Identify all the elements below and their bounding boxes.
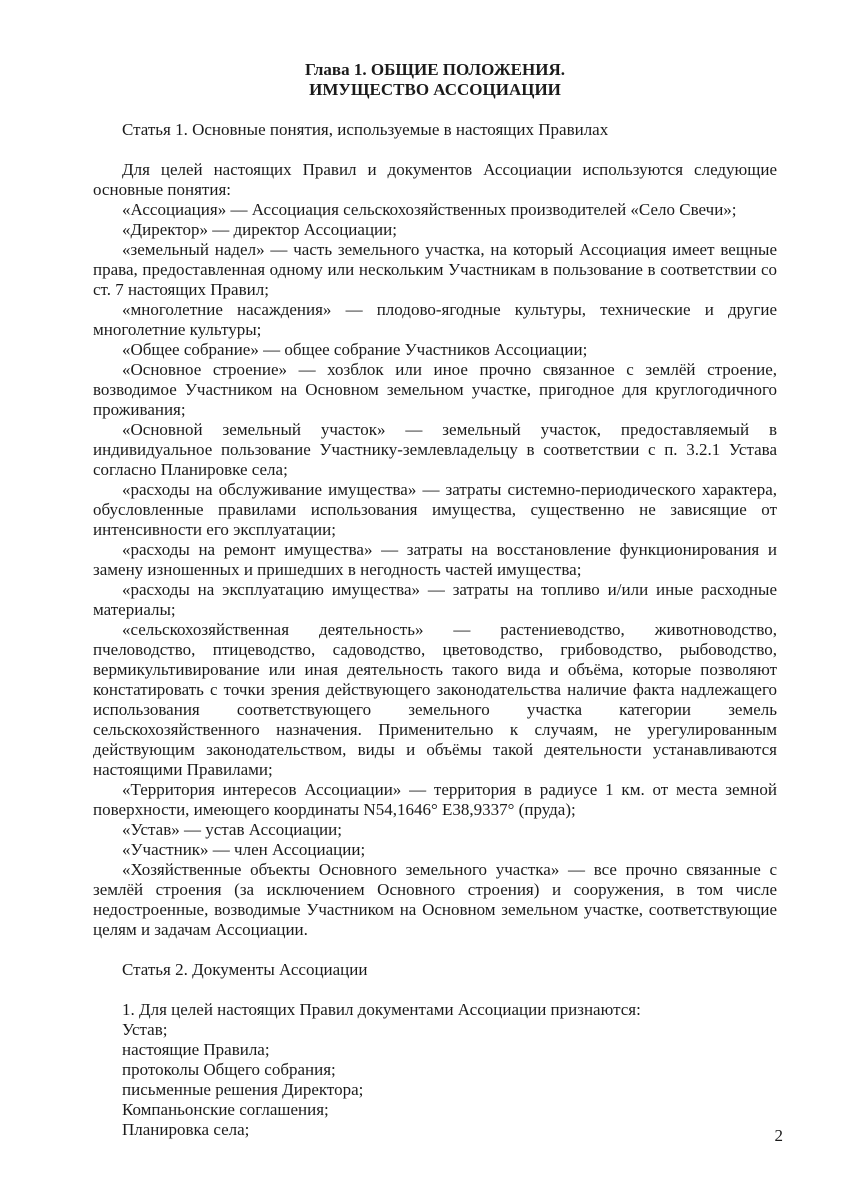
definition-paragraph: «Ассоциация» — Ассоциация сельскохозяйственных производителей «Село Свечи»; bbox=[122, 200, 737, 219]
chapter-title-line-2: ИМУЩЕСТВО АССОЦИАЦИИ bbox=[309, 80, 561, 99]
definition-paragraph: «Общее собрание» — общее собрание Участников Ассоциации; bbox=[122, 340, 588, 359]
definition-paragraph: «Основной земельный участок» — земельный участок, предоставляемый в индивидуальное пользование Участнику-землевладельцу в соответствии с п. 3.2.1 Устава согласно Планировке села; bbox=[93, 420, 777, 479]
definition-paragraph: «Устав» — устав Ассоциации; bbox=[122, 820, 342, 839]
definition-paragraph: «Директор» — директор Ассоциации; bbox=[122, 220, 397, 239]
document-list-item: настоящие Правила; bbox=[122, 1040, 270, 1059]
definition-paragraph: «земельный надел» — часть земельного участка, на который Ассоциация имеет вещные права, предоставленная одному или нескольким Участникам в пользование в соответствии со ст. 7 настоящих Правил; bbox=[93, 240, 777, 299]
definition-paragraph: «расходы на ремонт имущества» — затраты на восстановление функционирования и замену изношенных и пришедших в негодность частей имущества; bbox=[93, 540, 777, 579]
document-list-item: Планировка села; bbox=[122, 1120, 250, 1139]
article-2-heading: Статья 2. Документы Ассоциации bbox=[122, 960, 368, 979]
document-list-item: Компаньонские соглашения; bbox=[122, 1100, 329, 1119]
article-2-intro-paragraph: 1. Для целей настоящих Правил документами Ассоциации признаются: bbox=[122, 1000, 641, 1019]
definition-paragraph: «расходы на обслуживание имущества» — затраты системно-периодического характера, обусловленные правилами использования имущества, существенно не зависящие от интенсивности его эксплуатации; bbox=[93, 480, 777, 539]
document-content bbox=[93, 60, 777, 1140]
article-1-intro-paragraph: Для целей настоящих Правил и документов Ассоциации используются следующие основные понятия: bbox=[93, 160, 777, 199]
article-1-heading: Статья 1. Основные понятия, используемые в настоящих Правилах bbox=[122, 120, 609, 139]
document-list-item: письменные решения Директора; bbox=[122, 1080, 364, 1099]
definition-paragraph: «Хозяйственные объекты Основного земельного участка» — все прочно связанные с землёй строения (за исключением Основного строения) и сооружения, в том числе недостроенные, возводимые Участником на Основном земельном участке, соответствующие целям и задачам Ассоциации. bbox=[93, 860, 777, 939]
definition-paragraph: «Участник» — член Ассоциации; bbox=[122, 840, 366, 859]
definition-paragraph: «многолетние насаждения» — плодово-ягодные культуры, технические и другие многолетние культуры; bbox=[93, 300, 777, 339]
definition-paragraph: «Основное строение» — хозблок или иное прочно связанное с землёй строение, возводимое Участником на Основном земельном участке, пригодное для круглогодичного проживания; bbox=[93, 360, 777, 419]
definition-paragraph: «расходы на эксплуатацию имущества» — затраты на топливо и/или иные расходные материалы; bbox=[93, 580, 777, 619]
definition-paragraph: «сельскохозяйственная деятельность» — растениеводство, животноводство, пчеловодство, птицеводство, садоводство, цветоводство, грибоводство, рыбоводство, вермикультивирование или иная деятельность такого вида и объёма, которые позволяют констатировать с точки зрения действующего законодательства наличие факта надлежащего использования соответствующего земельного участка категории земель сельскохозяйственного назначения. Применительно к случаям, не урегулированным действующим законодательством, виды и объёмы такой деятельности устанавливаются настоящими Правилами; bbox=[93, 620, 777, 779]
document-list-item: протоколы Общего собрания; bbox=[122, 1060, 336, 1079]
chapter-title bbox=[93, 60, 777, 100]
chapter-title-line-1: Глава 1. ОБЩИЕ ПОЛОЖЕНИЯ. bbox=[305, 60, 565, 79]
page-number: 2 bbox=[774, 1126, 783, 1145]
definition-paragraph: «Территория интересов Ассоциации» — территория в радиусе 1 км. от места земной поверхности, имеющего координаты N54,1646° E38,9337° (пруда); bbox=[93, 780, 777, 819]
document-list-item: Устав; bbox=[122, 1020, 168, 1039]
